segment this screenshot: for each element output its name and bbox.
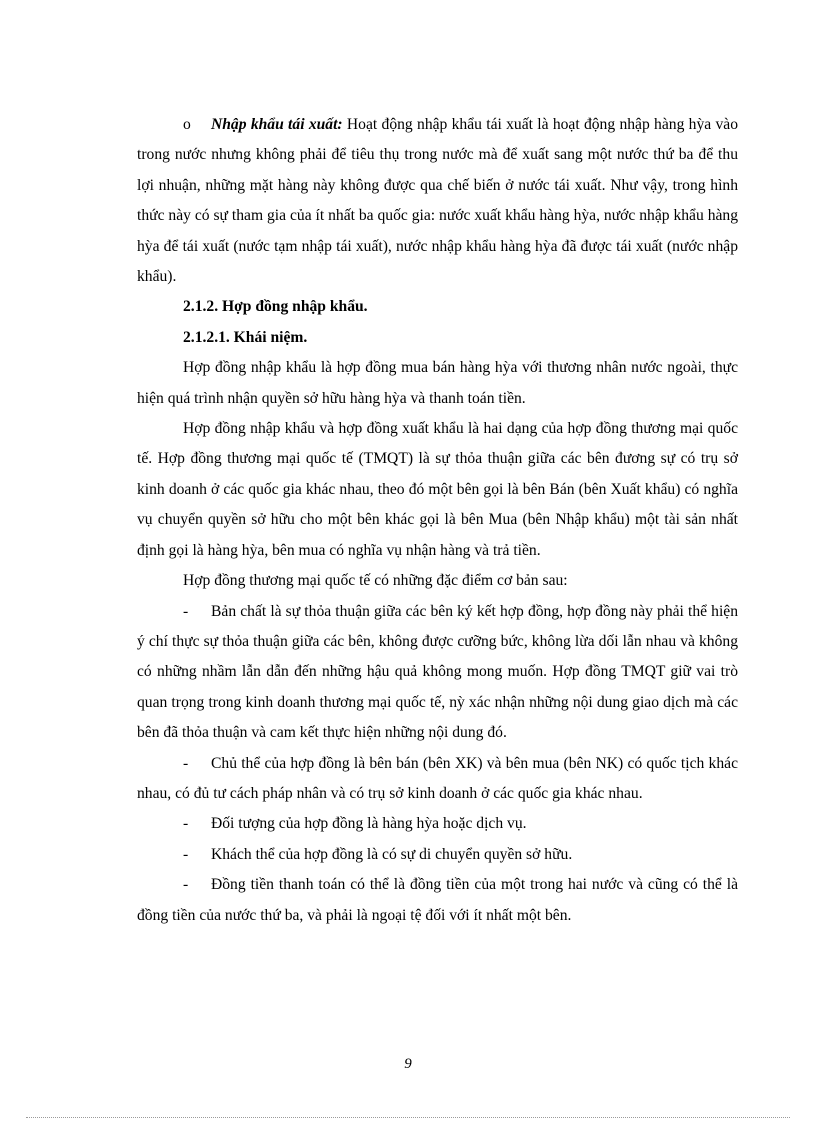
list-item-text: Đồng tiền thanh toán có thể là đồng tiền của một trong hai nước và cũng có thể là đồng tiền của nước thứ ba, và phải là ngoại tệ đối với ít nhất một bên.: [137, 876, 738, 924]
bullet-marker: -: [183, 754, 189, 772]
bullet-marker: -: [183, 602, 189, 620]
bullet-marker: o: [183, 116, 191, 133]
bullet-marker: -: [183, 815, 189, 833]
list-item-text: Chủ thể của hợp đồng là bên bán (bên XK) và bên mua (bên NK) có quốc tịch khác nhau, có đủ tư cách pháp nhân và có trụ sở kinh doanh ở các quốc gia khác nhau.: [137, 754, 738, 802]
paragraph-text: Hoạt động nhập khẩu tái xuất là hoạt động nhập hàng hỳa vào trong nước nhưng không phải để tiêu thụ trong nước mà để xuất sang một nước thứ ba để thu lợi nhuận, những mặt hàng này không được qua chế biến ở nước tái xuất. Như vậy, trong hình thức này có sự tham gia của ít nhất ba quốc gia: nước xuất khẩu hàng hỳa, nước nhập khẩu hàng hỳa để tái xuất (nước tạm nhập tái xuất), nước nhập khẩu hàng hỳa đã được tái xuất (nước nhập khẩu).: [137, 116, 738, 286]
list-item: [137, 597, 738, 749]
page-number: 9: [404, 1056, 412, 1072]
paragraph: Hợp đồng nhập khẩu là hợp đồng mua bán hàng hỳa với thương nhân nước ngoài, thực hiện quá trình nhận quyền sở hữu hàng hỳa và thanh toán tiền.: [137, 359, 738, 407]
section-heading: 2.1.2. Hợp đồng nhập khẩu.: [183, 298, 368, 316]
bullet-marker: -: [183, 876, 189, 894]
body-text: [137, 110, 738, 931]
list-item-text: Khách thể của hợp đồng là có sự di chuyển quyền sở hữu.: [211, 845, 573, 863]
list-item: [137, 809, 738, 839]
footer-divider: [26, 1117, 790, 1118]
subsection-heading: 2.1.2.1. Khái niệm.: [183, 328, 308, 346]
list-item: [137, 749, 738, 810]
bullet-marker: -: [183, 845, 189, 863]
list-item-text: Đối tượng của hợp đồng là hàng hỳa hoặc dịch vụ.: [211, 815, 527, 833]
list-item-text: Bản chất là sự thỏa thuận giữa các bên ký kết hợp đồng, hợp đồng này phải thể hiện ý chí thực sự thỏa thuận giữa các bên, không được cưỡng bức, không lừa dối lẫn nhau và không có những nhầm lẫn dẫn đến những hậu quả không mong muốn. Hợp đồng TMQT giữ vai trò quan trọng trong kinh doanh thương mại quốc tế, nỳ xác nhận những nội dung giao dịch mà các bên đã thỏa thuận và cam kết thực hiện những nội dung đó.: [137, 602, 738, 742]
paragraph: Hợp đồng thương mại quốc tế có những đặc điểm cơ bản sau:: [183, 572, 568, 590]
paragraph: Hợp đồng nhập khẩu và hợp đồng xuất khẩu là hai dạng của hợp đồng thương mại quốc tế. Hợp đồng thương mại quốc tế (TMQT) là sự thỏa thuận giữa các bên đương sự có trụ sở kinh doanh ở các quốc gia khác nhau, theo đó một bên gọi là bên Bán (bên Xuất khẩu) có nghĩa vụ chuyển quyền sở hữu cho một bên khác gọi là bên Mua (bên Nhập khẩu) một tài sản nhất định gọi là hàng hỳa, bên mua có nghĩa vụ nhận hàng và trả tiền.: [137, 420, 738, 559]
paragraph-import-reexport: [137, 110, 738, 292]
term-label: Nhập khẩu tái xuất:: [211, 116, 343, 133]
list-item: [137, 870, 738, 931]
list-item: [137, 840, 738, 870]
